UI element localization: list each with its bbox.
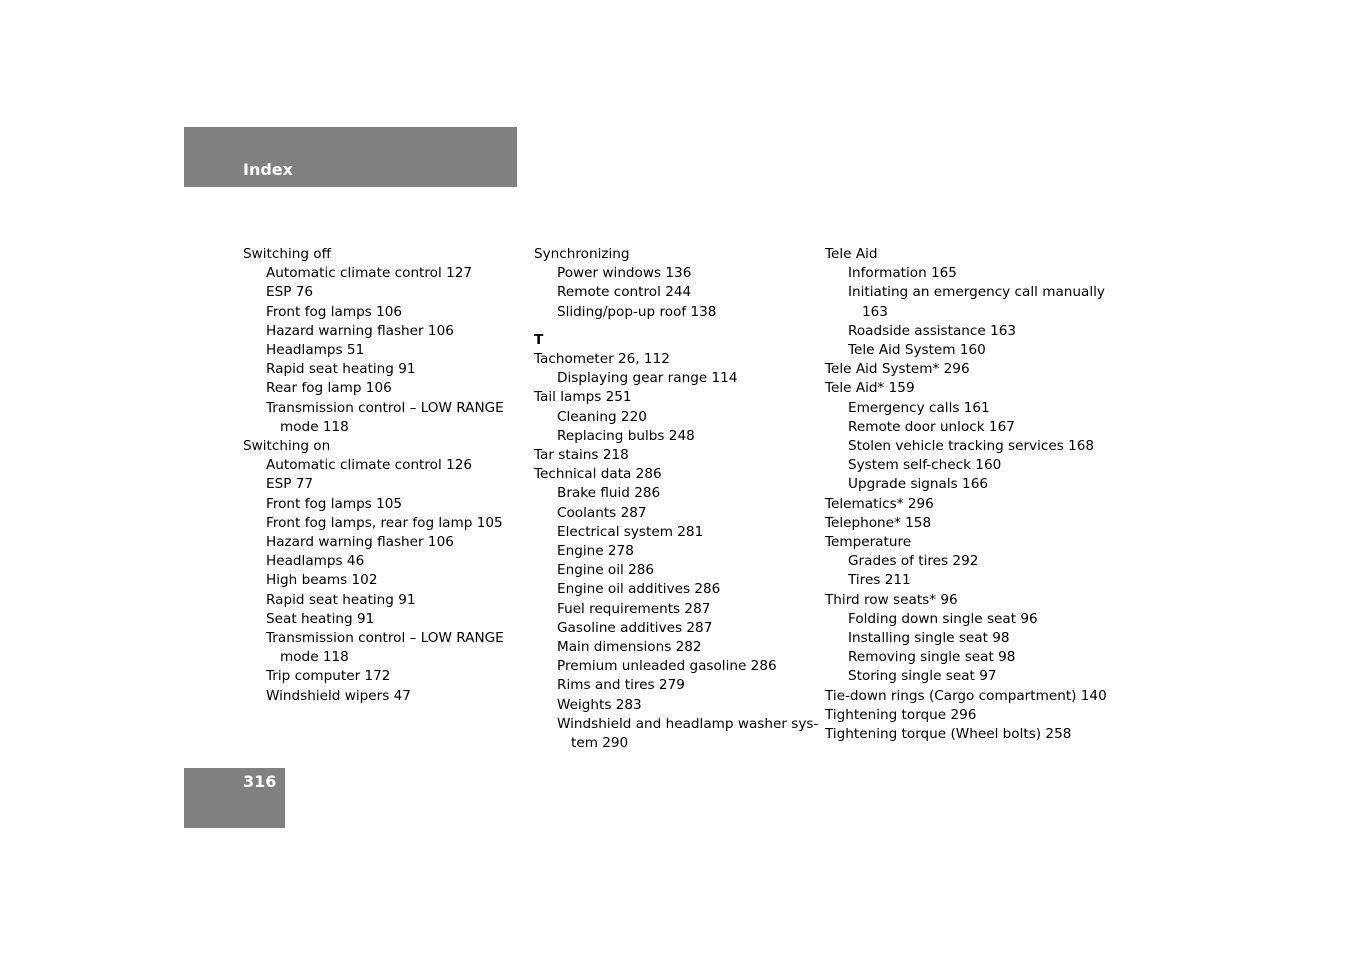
index-subentry: Information 165: [848, 265, 957, 282]
index-subentry: Trip computer 172: [266, 668, 391, 685]
index-subentry: Remote control 244: [557, 284, 692, 301]
index-subentry: Front fog lamps, rear fog lamp 105: [266, 514, 503, 531]
index-entry: Tightening torque 296: [825, 706, 977, 723]
index-subentry: Automatic climate control 126: [266, 457, 473, 474]
index-subentry: Front fog lamps 106: [266, 303, 403, 320]
index-entry: Tie-down rings (Cargo compartment) 140: [825, 687, 1107, 704]
index-entry: Telematics* 296: [825, 495, 934, 512]
index-subentry: Removing single seat 98: [848, 649, 1016, 666]
index-entry-continuation: mode 118: [280, 649, 349, 666]
index-letter-heading: T: [534, 331, 544, 348]
index-entry: Tele Aid System* 296: [825, 361, 970, 378]
index-subentry: Headlamps 51: [266, 342, 365, 359]
index-entry: Technical data 286: [534, 466, 662, 483]
index-entry: Switching off: [243, 246, 331, 262]
index-subentry: Replacing bulbs 248: [557, 427, 695, 444]
index-subentry: Electrical system 281: [557, 523, 704, 540]
index-subentry: Coolants 287: [557, 504, 647, 521]
index-subentry: Installing single seat 98: [848, 630, 1010, 647]
index-subentry: Windshield and headlamp washer sys-: [557, 715, 819, 732]
index-column-2: [534, 245, 818, 753]
index-entry-continuation: mode 118: [280, 418, 349, 435]
index-entry-continuation: 163: [862, 303, 888, 320]
section-header-bar: [184, 127, 517, 187]
index-subentry: Transmission control – LOW RANGE: [266, 399, 504, 416]
index-subentry: Rapid seat heating 91: [266, 361, 416, 378]
index-subentry: Main dimensions 282: [557, 639, 702, 656]
index-subentry: Tires 211: [848, 572, 911, 589]
index-subentry: Gasoline additives 287: [557, 619, 713, 636]
index-subentry: Tele Aid System 160: [848, 342, 986, 359]
index-column-3: [825, 245, 1107, 744]
index-subentry: Front fog lamps 105: [266, 495, 403, 512]
index-subentry: Remote door unlock 167: [848, 418, 1015, 435]
index-subentry: System self-check 160: [848, 457, 1002, 474]
section-title: Index: [243, 160, 293, 179]
index-subentry: Weights 283: [557, 696, 642, 713]
index-entry: Tele Aid* 159: [825, 380, 915, 397]
index-subentry: Rapid seat heating 91: [266, 591, 416, 608]
index-subentry: Cleaning 220: [557, 408, 647, 425]
index-subentry: ESP 77: [266, 476, 314, 493]
index-subentry: Rims and tires 279: [557, 677, 685, 694]
index-column-1: [243, 245, 504, 706]
index-entry-continuation: tem 290: [571, 735, 629, 752]
index-subentry: Stolen vehicle tracking services 168: [848, 438, 1095, 455]
index-subentry: Fuel requirements 287: [557, 600, 711, 617]
index-subentry: Engine 278: [557, 543, 634, 560]
index-subentry: Transmission control – LOW RANGE: [266, 630, 504, 647]
index-subentry: Windshield wipers 47: [266, 687, 411, 704]
index-entry: Tightening torque (Wheel bolts) 258: [825, 726, 1072, 743]
index-subentry: Upgrade signals 166: [848, 476, 988, 493]
index-subentry: Storing single seat 97: [848, 668, 997, 685]
index-subentry: Sliding/pop-up roof 138: [557, 303, 717, 320]
index-entry: Telephone* 158: [825, 514, 932, 531]
index-subentry: Engine oil additives 286: [557, 581, 721, 598]
index-subentry: Hazard warning flasher 106: [266, 534, 454, 551]
index-subentry: Rear fog lamp 106: [266, 380, 392, 397]
index-subentry: Folding down single seat 96: [848, 610, 1038, 627]
index-entry: Temperature: [825, 534, 912, 551]
index-entry: Third row seats* 96: [825, 591, 958, 608]
index-subentry: High beams 102: [266, 572, 378, 589]
index-entry: Tachometer 26, 112: [534, 351, 670, 368]
index-entry: Switching on: [243, 438, 331, 455]
index-entry: Tar stains 218: [534, 447, 629, 464]
index-subentry: Emergency calls 161: [848, 399, 990, 416]
index-subentry: Premium unleaded gasoline 286: [557, 658, 777, 675]
index-entry: Synchronizing: [534, 246, 630, 262]
index-subentry: Headlamps 46: [266, 553, 365, 570]
index-subentry: Grades of tires 292: [848, 553, 979, 570]
index-subentry: Brake fluid 286: [557, 485, 661, 502]
index-subentry: ESP 76: [266, 284, 314, 301]
page-number: 316: [243, 772, 277, 791]
index-subentry: Seat heating 91: [266, 610, 375, 627]
index-subentry: Roadside assistance 163: [848, 322, 1017, 339]
index-entry: Tele Aid: [825, 246, 878, 262]
page-number-tab: [184, 768, 285, 828]
index-entry: Tail lamps 251: [534, 389, 632, 406]
index-subentry: Engine oil 286: [557, 562, 655, 579]
index-subentry: Automatic climate control 127: [266, 265, 473, 282]
index-subentry: Power windows 136: [557, 265, 692, 282]
index-subentry: Hazard warning flasher 106: [266, 322, 454, 339]
index-subentry: Displaying gear range 114: [557, 370, 738, 387]
index-subentry: Initiating an emergency call manually: [848, 284, 1105, 301]
